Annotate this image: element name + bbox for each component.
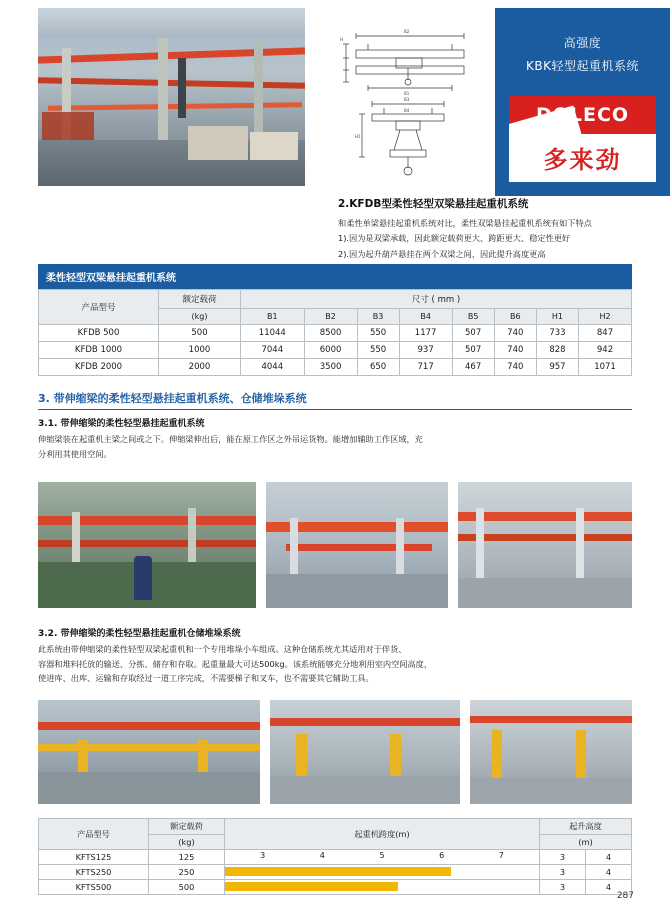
cell-b4: 1177: [399, 325, 452, 342]
cell-lift-h1: 3: [540, 865, 586, 880]
table-kfts: [38, 818, 632, 895]
cell-b4: 717: [399, 359, 452, 376]
header-h2: H2: [579, 309, 632, 325]
header-lift-height-unit: (m): [540, 835, 632, 850]
table-kfdb-title: 柔性轻型双梁悬挂起重机系统: [38, 264, 632, 289]
cell-b5: 467: [452, 359, 494, 376]
cell-h2: 942: [579, 342, 632, 359]
svg-text:B3: B3: [404, 97, 410, 102]
cell-load: 250: [149, 865, 225, 880]
table-header-row: [39, 819, 632, 835]
table-kfts-wrapper: [38, 818, 632, 895]
span-tick-5: 5: [379, 850, 385, 860]
cell-b6: 740: [494, 342, 536, 359]
section-3-1-paragraph-1: 伸缩梁装在起重机主梁之间或之下。伸缩梁伸出后，能在原工作区之外吊运货物。能增加辅助工作区域，充: [38, 434, 423, 444]
photo-red-beam: [470, 716, 632, 723]
photo-floor: [470, 778, 632, 804]
span-tick-6: 6: [439, 850, 445, 860]
cell-span-bar: [225, 850, 540, 865]
header-b4: B4: [399, 309, 452, 325]
section-2-paragraph-2: 1).因为是双梁承载，因此额定载荷更大、跨距更大、稳定性更好: [338, 233, 571, 244]
cell-b2: 6000: [304, 342, 357, 359]
photo-red-beam: [38, 516, 256, 525]
cell-b6: 740: [494, 359, 536, 376]
photo-red-beam: [458, 512, 632, 521]
header-h1: H1: [536, 309, 578, 325]
cell-model: KFDB 2000: [39, 359, 159, 376]
photo-floor: [270, 776, 460, 804]
table-kfdb: [38, 289, 632, 376]
photo-hoist: [178, 58, 186, 118]
table-row: [39, 880, 632, 895]
cell-model: KFTS125: [39, 850, 149, 865]
span-bar-kfts500: [225, 882, 398, 891]
header-load-unit: (kg): [159, 309, 241, 325]
header-model: 产品型号: [39, 290, 159, 325]
header-b2: B2: [304, 309, 357, 325]
cell-h1: 957: [536, 359, 578, 376]
photo-floor: [38, 772, 260, 804]
section-3-2-paragraph-1: 此系统由带伸缩梁的柔性轻型双梁起重机和一个专用堆垛小车组成。这种仓储系统尤其适用对于伴货、: [38, 644, 407, 654]
svg-text:H: H: [340, 37, 344, 42]
span-axis: [225, 851, 539, 864]
photo-red-beam-secondary: [286, 544, 432, 551]
photo-row-telescoping: [38, 482, 632, 608]
table-kfdb-wrapper: [38, 264, 632, 376]
header-lift-height: 起升高度: [540, 819, 632, 835]
cell-b3: 550: [357, 325, 399, 342]
cell-h2: 847: [579, 325, 632, 342]
cell-model: KFTS500: [39, 880, 149, 895]
technical-drawing-kfdb: [338, 22, 478, 182]
header-span: 起重机跨度(m): [225, 819, 540, 850]
cell-lift-h2: 4: [586, 850, 632, 865]
svg-text:B4: B4: [404, 108, 410, 113]
cell-model: KFTS250: [39, 865, 149, 880]
photo-telescoping-beam-3: [458, 482, 632, 608]
cell-model: KFDB 1000: [39, 342, 159, 359]
photo-telescoping-beam-1: [38, 482, 256, 608]
cell-model: KFDB 500: [39, 325, 159, 342]
span-tick-4: 4: [319, 850, 325, 860]
photo-red-beam-1: [38, 47, 305, 63]
cell-b2: 3500: [304, 359, 357, 376]
header-model: 产品型号: [39, 819, 149, 850]
photo-red-beam-2: [38, 77, 305, 89]
cell-b1: 7044: [241, 342, 305, 359]
cell-b6: 740: [494, 325, 536, 342]
cell-b3: 650: [357, 359, 399, 376]
table-row: [39, 359, 632, 376]
photo-floor: [458, 578, 632, 608]
banner-title-line1: 高强度: [563, 36, 602, 50]
span-bar-kfts250: [225, 867, 451, 876]
cell-b4: 937: [399, 342, 452, 359]
header-load: 额定载荷: [159, 290, 241, 309]
cell-b1: 4044: [241, 359, 305, 376]
logo-chinese-name: 多来劲: [543, 146, 622, 174]
cell-load: 500: [159, 325, 241, 342]
svg-text:B1: B1: [404, 91, 410, 96]
photo-floor: [266, 574, 448, 608]
cell-lift-h1: 3: [540, 880, 586, 895]
section-2-paragraph-1: 和柔性单梁悬挂起重机系统对比，柔性双梁悬挂起重机系统有如下特点: [338, 218, 592, 228]
section-3-2-text: [38, 626, 632, 687]
cell-load: 125: [149, 850, 225, 865]
photo-storage-system-3: [470, 700, 632, 804]
section-2-heading: 2.KFDB型柔性轻型双梁悬挂起重机系统: [338, 198, 529, 210]
cell-span-bar: [225, 880, 540, 895]
svg-text:B2: B2: [404, 29, 410, 34]
span-tick-3: 3: [260, 850, 266, 860]
cell-b3: 550: [357, 342, 399, 359]
section-3-text: [38, 390, 632, 462]
cell-load: 2000: [159, 359, 241, 376]
section-3-2-paragraph-2: 容器和堆料托放的输送、分拣、储存和存取。起重量最大可达500kg。该系统能够充分地利用室内空间高度，: [38, 658, 433, 669]
header-b1: B1: [241, 309, 305, 325]
table-row: [39, 342, 632, 359]
photo-row-storage: [38, 700, 632, 804]
cell-h2: 1071: [579, 359, 632, 376]
photo-red-beam-secondary: [38, 540, 256, 547]
cell-lift-h2: 4: [586, 880, 632, 895]
photo-telescoping-beam-2: [266, 482, 448, 608]
cell-b5: 507: [452, 342, 494, 359]
page-number: 287: [616, 891, 634, 901]
brand-banner: [495, 8, 670, 196]
section-3-1-heading: 3.1. 带伸缩梁的柔性轻型悬挂起重机系统: [38, 419, 205, 429]
cell-span-bar: [225, 865, 540, 880]
cell-h1: 828: [536, 342, 578, 359]
cell-load: 500: [149, 880, 225, 895]
photo-red-beam-secondary: [458, 534, 632, 541]
table-row: [39, 865, 632, 880]
section-3-heading: 3. 带伸缩梁的柔性轻型悬挂起重机系统、仓储堆垛系统: [38, 390, 632, 410]
cell-b1: 11044: [241, 325, 305, 342]
cell-lift-h1: 3: [540, 850, 586, 865]
cell-b5: 507: [452, 325, 494, 342]
cell-load: 1000: [159, 342, 241, 359]
photo-worker: [134, 556, 152, 600]
photo-overhead-crane-hall: [38, 8, 305, 186]
banner-title-line2: KBK轻型起重机系统: [526, 59, 639, 73]
header-b5: B5: [452, 309, 494, 325]
brand-logo: [509, 96, 656, 182]
section-2-text: [338, 196, 632, 263]
table-header-row: [39, 290, 632, 309]
header-load-unit: (kg): [149, 835, 225, 850]
logo-wordmark: DOLECO: [535, 104, 630, 126]
table-row: [39, 850, 632, 865]
photo-red-beam-3: [48, 102, 302, 111]
header-dimensions: 尺寸 ( mm ): [241, 290, 632, 309]
photo-red-beam: [270, 718, 460, 726]
photo-red-beam: [38, 722, 260, 730]
section-2-paragraph-3: 2).因为起升葫芦悬挂在两个双梁之间，因此提升高度更高: [338, 248, 546, 259]
header-b6: B6: [494, 309, 536, 325]
cell-b2: 8500: [304, 325, 357, 342]
section-3-2-heading: 3.2. 带伸缩梁的柔性轻型悬挂起重机仓储堆垛系统: [38, 629, 241, 639]
logo-red-block: [509, 96, 656, 134]
photo-crate-1: [188, 126, 248, 160]
svg-text:H1: H1: [355, 134, 361, 139]
photo-storage-system-2: [270, 700, 460, 804]
top-row: [38, 8, 639, 188]
photo-ceiling: [38, 8, 305, 38]
header-b3: B3: [357, 309, 399, 325]
photo-yellow-beam: [38, 744, 260, 751]
cell-h1: 733: [536, 325, 578, 342]
section-3-2-paragraph-3: 使进库、出库、运输和存取经过一道工序完成，不需要梯子和叉车，也不需要其它辅助工具。: [38, 673, 374, 684]
header-load: 额定载荷: [149, 819, 225, 835]
span-tick-7: 7: [498, 850, 504, 860]
cell-lift-h2: 4: [586, 865, 632, 880]
photo-crate-2: [250, 132, 298, 160]
section-3-1-paragraph-2: 分利用其使用空间。: [38, 448, 112, 459]
photo-storage-system-1: [38, 700, 260, 804]
table-row: [39, 325, 632, 342]
